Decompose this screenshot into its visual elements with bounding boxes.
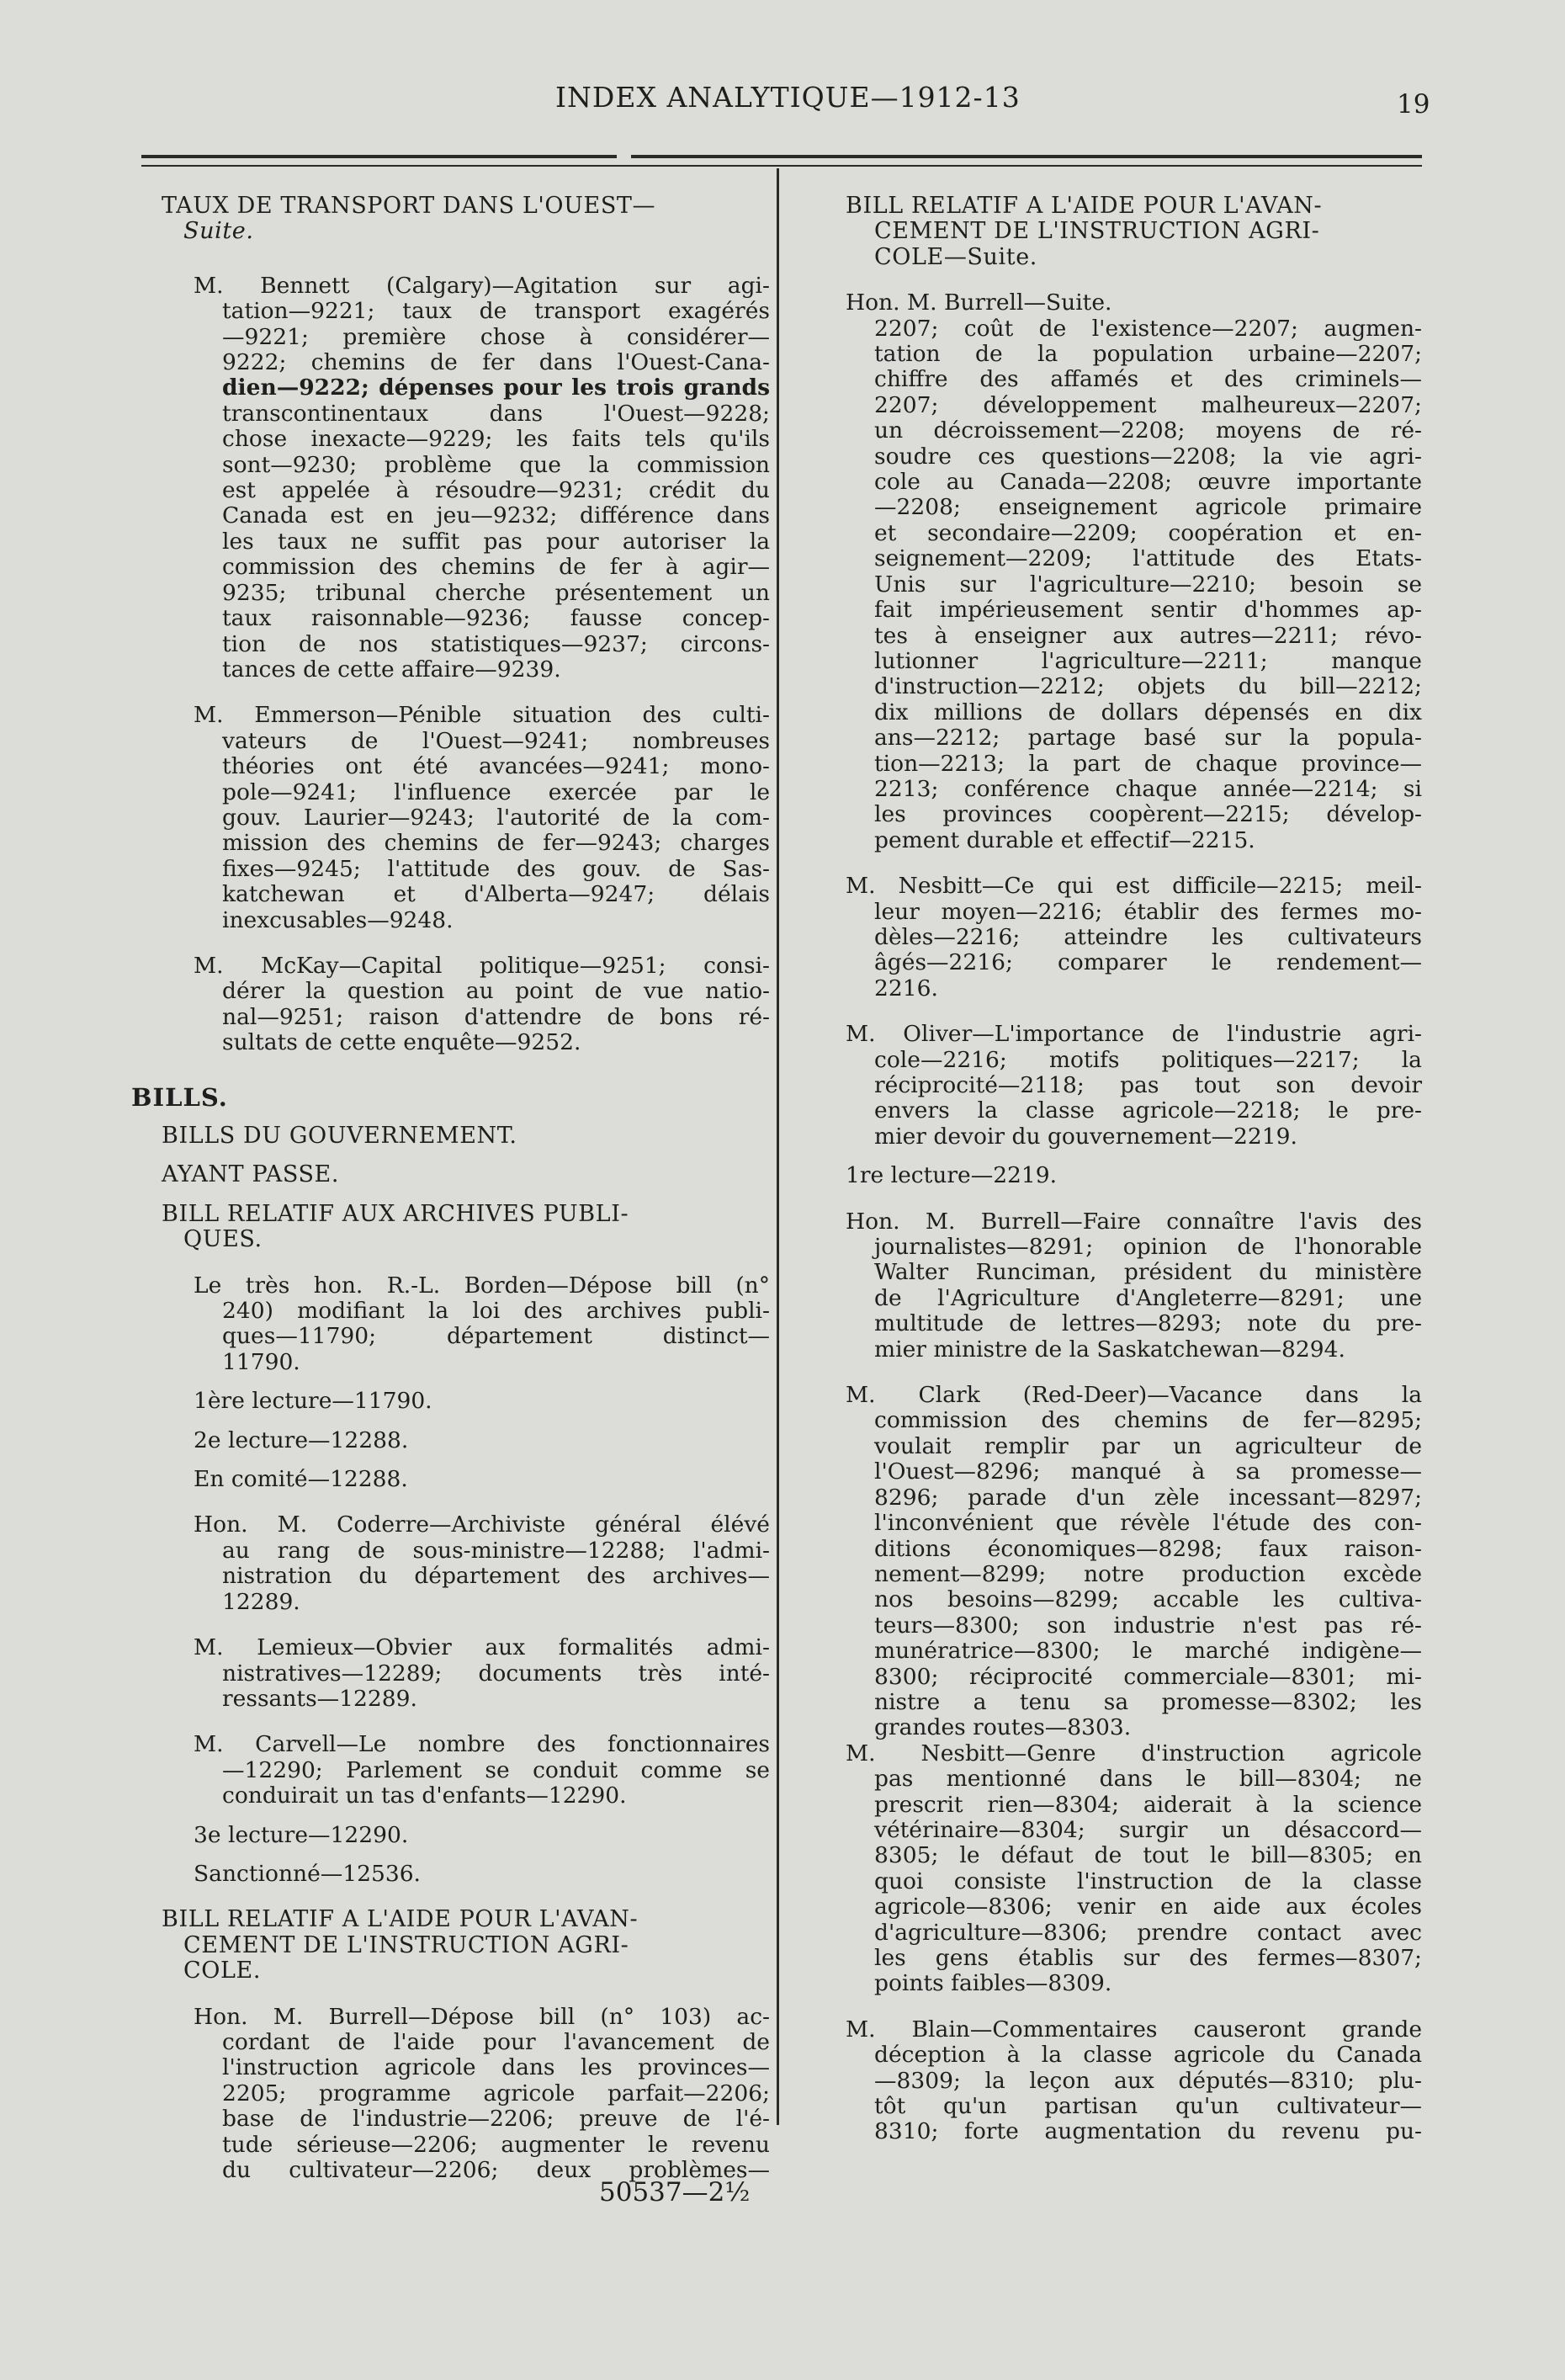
entry-borden xyxy=(135,1273,770,1376)
entry-line: M. Blain—Commentaires causeront grande xyxy=(846,2016,1422,2043)
header-rule-thick-left xyxy=(141,155,617,158)
entry-line: pement durable et effectif—2215. xyxy=(874,826,1255,853)
entry-line: cole—2216; motifs politiques—2217; la xyxy=(874,1046,1422,1073)
entry-label-burrell-suite: Hon. M. Burrell—Suite. xyxy=(846,290,1112,316)
bill-heading-archives: BILL RELATIF AUX ARCHIVES PUBLI- xyxy=(162,1200,629,1227)
entry-line: Le très hon. R.-L. Borden—Dépose bill (n° xyxy=(194,1272,770,1299)
entry-line: chose inexacte—9229; les faits tels qu'ils xyxy=(222,426,770,453)
entry-line: points faibles—8309. xyxy=(874,1970,1112,1997)
entry-line: au rang de sous-ministre—12288; l'admi- xyxy=(222,1537,770,1564)
entry-oliver xyxy=(846,1022,1422,1150)
entry-line: cordant de l'aide pour l'avancement de xyxy=(222,2028,770,2055)
entry-line: 8300; réciprocité commerciale—8301; mi- xyxy=(874,1663,1422,1690)
right-column xyxy=(846,194,1422,2145)
entry-line: commission des chemins de fer à agir— xyxy=(222,554,770,581)
entry-line: mier devoir du gouvernement—2219. xyxy=(874,1123,1297,1150)
entry-line: 8296; parade d'un zèle incessant—8297; xyxy=(874,1484,1422,1511)
entry-line: Unis sur l'agriculture—2210; besoin se xyxy=(874,571,1422,598)
entry-line: M. Nesbitt—Genre d'instruction agricole xyxy=(846,1740,1422,1766)
page-number: 19 xyxy=(1397,89,1430,120)
reading-second: 2e lecture—12288. xyxy=(194,1426,409,1453)
entry-line: —12290; Parlement se conduit comme se xyxy=(222,1756,770,1783)
entry-line: les taux ne suffit pas pour autoriser la xyxy=(222,528,770,555)
entry-line: nement—8299; notre production excède xyxy=(874,1560,1422,1587)
entry-line: voulait remplir par un agriculteur de xyxy=(874,1432,1422,1459)
entry-line: mission des chemins de fer—9243; charges xyxy=(222,830,770,857)
entry-line: et secondaire—2209; coopération et en- xyxy=(874,519,1422,546)
entry-line: M. Oliver—L'importance de l'industrie agri- xyxy=(846,1021,1422,1048)
bill-heading-agriculture-suite-cont: CEMENT DE L'INSTRUCTION AGRI- xyxy=(874,218,1320,245)
entry-line: commission des chemins de fer—8295; xyxy=(874,1407,1422,1434)
header-rule-thin xyxy=(141,165,1422,167)
entry-line: grandes routes—8303. xyxy=(874,1714,1132,1741)
entry-line: tation—9221; taux de transport exagérés xyxy=(222,298,770,325)
entry-line: Hon. M. Coderre—Archiviste général élévé xyxy=(194,1511,770,1538)
entry-line: soudre ces questions—2208; la vie agri- xyxy=(874,443,1422,470)
entry-line: —2208; enseignement agricole primaire xyxy=(874,494,1422,521)
entry-line: du cultivateur—2206; deux problèmes— xyxy=(222,2157,770,2183)
entry-line: tation de la population urbaine—2207; xyxy=(874,341,1422,368)
entry-line: 9222; chemins de fer dans l'Ouest-Cana- xyxy=(222,349,770,376)
entry-line: quoi consiste l'instruction de la classe xyxy=(874,1867,1422,1894)
section-heading-taux-suite: Suite. xyxy=(183,218,254,245)
entry-line: 8305; le défaut de tout le bill—8305; en xyxy=(874,1842,1422,1869)
entry-line: tôt qu'un partisan qu'un cultivateur— xyxy=(874,2093,1422,2120)
entry-line: sultats de cette enquête—9252. xyxy=(222,1029,581,1056)
left-column xyxy=(131,193,770,2183)
entry-line: M. Clark (Red-Deer)—Vacance dans la xyxy=(846,1382,1422,1409)
entry-line: lutionner l'agriculture—2211; manque xyxy=(874,647,1422,674)
bill-heading-agriculture: BILL RELATIF A L'AIDE POUR L'AVAN- xyxy=(162,1906,639,1933)
entry-burrell-2 xyxy=(846,1209,1422,1363)
bill-heading-agriculture-suite-cont: COLE—Suite. xyxy=(874,243,1037,270)
entry-line: fixes—9245; l'attitude des gouv. de Sas- xyxy=(222,855,770,882)
entry-line: fait impérieusement sentir d'hommes ap- xyxy=(874,597,1422,624)
printer-signature: 50537—2½ xyxy=(599,2177,751,2207)
entry-line: dérer la question au point de vue natio- xyxy=(222,978,770,1005)
entry-line: journalistes—8291; opinion de l'honorable xyxy=(874,1234,1422,1261)
entry-clark xyxy=(846,1383,1422,1741)
entry-line: base de l'industrie—2206; preuve de l'é- xyxy=(222,2106,770,2133)
entry-line: ressants—12289. xyxy=(222,1685,417,1712)
entry-line: 11790. xyxy=(222,1348,300,1375)
entry-line: 240) modifiant la loi des archives publi- xyxy=(222,1298,770,1325)
entry-line: tion—2213; la part de chaque province— xyxy=(874,750,1422,777)
entry-line: M. McKay—Capital politique—9251; consi- xyxy=(194,952,770,979)
entry-line: vateurs de l'Ouest—9241; nombreuses xyxy=(222,727,770,754)
entry-line: sont—9230; problème que la commission xyxy=(222,451,770,478)
section-title-bills: BILLS. xyxy=(131,1082,228,1112)
entry-line: tion de nos statistiques—9237; circons- xyxy=(222,630,770,657)
entry-line: un décroissement—2208; moyens de ré- xyxy=(874,417,1422,444)
entry-line: agricole—8306; venir en aide aux écoles xyxy=(874,1894,1422,1920)
entry-blain xyxy=(846,2017,1422,2145)
header-rule-thick-right xyxy=(631,155,1422,158)
reading-first-agri: 1re lecture—2219. xyxy=(846,1162,1058,1189)
entry-line: tances de cette affaire—9239. xyxy=(222,656,561,683)
entry-line: chiffre des affamés et des criminels— xyxy=(874,366,1422,393)
entry-line: prescrit rien—8304; aiderait à la science xyxy=(874,1791,1422,1818)
entry-line: ans—2212; partage basé sur la popula- xyxy=(874,725,1422,752)
entry-line: l'instruction agricole dans les provinces— xyxy=(222,2054,770,2081)
entry-line: munératrice—8300; le marché indigène— xyxy=(874,1638,1422,1665)
entry-line: conduirait un tas d'enfants—12290. xyxy=(222,1782,627,1809)
reading-committee: En comité—12288. xyxy=(194,1466,408,1493)
entry-line: les provinces coopèrent—2215; dévelop- xyxy=(874,801,1422,828)
entry-line: leur moyen—2216; établir des fermes mo- xyxy=(874,898,1422,925)
entry-line: envers la classe agricole—2218; le pre- xyxy=(874,1097,1422,1124)
entry-line: d'agriculture—8306; prendre contact avec xyxy=(874,1919,1422,1946)
bill-heading-agriculture-cont: CEMENT DE L'INSTRUCTION AGRI- xyxy=(183,1931,629,1958)
entry-line: 2207; coût de l'existence—2207; augmen- xyxy=(874,315,1422,342)
entry-line: dèles—2216; atteindre les cultivateurs xyxy=(874,923,1422,950)
entry-nesbitt-2 xyxy=(846,1741,1422,1997)
subsection-ayant-passe: AYANT PASSE. xyxy=(162,1161,340,1188)
entry-line: cole au Canada—2208; œuvre importante xyxy=(874,469,1422,496)
entry-line: 2207; développement malheureux—2207; xyxy=(874,391,1422,418)
entry-line: 9235; tribunal cherche présentement un xyxy=(222,579,770,606)
page-header xyxy=(0,81,1565,131)
entry-line: katchewan et d'Alberta—9247; délais xyxy=(222,881,770,908)
entry-line: d'instruction—2212; objets du bill—2212; xyxy=(874,673,1422,700)
entry-line: l'inconvénient que révèle l'étude des con- xyxy=(874,1510,1422,1537)
reading-sanctioned: Sanctionné—12536. xyxy=(194,1860,421,1887)
entry-bennett xyxy=(135,274,770,683)
entry-burrell xyxy=(135,2005,770,2184)
entry-line: tes à enseigner aux autres—2211; révo- xyxy=(874,622,1422,649)
reading-third: 3e lecture—12290. xyxy=(194,1821,409,1848)
entry-line: théories ont été avancées—9241; mono- xyxy=(222,753,770,780)
entry-line: inexcusables—9248. xyxy=(222,906,454,933)
entry-coderre xyxy=(135,1512,770,1615)
entry-line: transcontinentaux dans l'Ouest—9228; xyxy=(222,400,770,427)
entry-line: 12289. xyxy=(222,1588,300,1615)
entry-line: —9221; première chose à considérer— xyxy=(222,323,770,350)
entry-line: seignement—2209; l'attitude des Etats- xyxy=(874,545,1422,572)
entry-line: 2213; conférence chaque année—2214; si xyxy=(874,775,1422,802)
entry-line: les gens établis sur des fermes—8307; xyxy=(874,1945,1422,1971)
entry-line: nistratives—12289; documents très inté- xyxy=(222,1660,770,1687)
entry-line: pas mentionné dans le bill—8304; ne xyxy=(874,1766,1422,1793)
entry-line: teurs—8300; son industrie n'est pas ré- xyxy=(874,1612,1422,1639)
entry-line: pole—9241; l'influence exercée par le xyxy=(222,778,770,805)
entry-line: Walter Runciman, président du ministère xyxy=(874,1259,1422,1286)
reading-first: 1ère lecture—11790. xyxy=(194,1388,432,1415)
column-divider xyxy=(777,168,779,2125)
entry-line: nal—9251; raison d'attendre de bons ré- xyxy=(222,1003,770,1030)
entry-line: 2216. xyxy=(874,975,938,1001)
entry-line: âgés—2216; comparer le rendement— xyxy=(874,949,1422,976)
entry-line: nos besoins—8299; accable les cultiva- xyxy=(874,1586,1422,1613)
entry-line: M. Bennett (Calgary)—Agitation sur agi- xyxy=(194,272,770,299)
entry-line: Hon. M. Burrell—Dépose bill (n° 103) ac- xyxy=(194,2003,770,2030)
bill-heading-archives-cont: QUES. xyxy=(183,1226,263,1253)
entry-line: —8309; la leçon aux députés—8310; plu- xyxy=(874,2067,1422,2094)
entry-line: l'Ouest—8296; manqué à sa promesse— xyxy=(874,1458,1422,1485)
entry-line: est appelée à résoudre—9231; crédit du xyxy=(222,477,770,504)
entry-line: 2205; programme agricole parfait—2206; xyxy=(222,2080,770,2106)
entry-line: M. Carvell—Le nombre des fonctionnaires xyxy=(194,1731,770,1758)
entry-line: ques—11790; département distinct— xyxy=(222,1323,770,1350)
entry-line: M. Lemieux—Obvier aux formalités admi- xyxy=(194,1634,770,1661)
entry-line: dix millions de dollars dépensés en dix xyxy=(874,699,1422,725)
entry-line: vétérinaire—8304; surgir un désaccord— xyxy=(874,1816,1422,1843)
entry-lemieux xyxy=(135,1635,770,1712)
running-title: INDEX ANALYTIQUE—1912-13 xyxy=(555,81,1021,114)
bill-heading-agriculture-suite: BILL RELATIF A L'AIDE POUR L'AVAN- xyxy=(846,193,1323,219)
entry-mckay xyxy=(135,954,770,1056)
entry-line: 8310; forte augmentation du revenu pu- xyxy=(874,2118,1422,2145)
entry-burrell-suite xyxy=(846,316,1422,854)
entry-line: réciprocité—2118; pas tout son devoir xyxy=(874,1072,1422,1098)
entry-line: ditions économiques—8298; faux raison- xyxy=(874,1535,1422,1562)
entry-line: mier ministre de la Saskatchewan—8294. xyxy=(874,1336,1345,1363)
section-heading-taux: TAUX DE TRANSPORT DANS L'OUEST— xyxy=(162,193,656,219)
entry-line: déception à la classe agricole du Canada xyxy=(874,2042,1422,2069)
entry-line: tude sérieuse—2206; augmenter le revenu xyxy=(222,2131,770,2158)
entry-nesbitt xyxy=(846,874,1422,1001)
entry-emmerson xyxy=(135,703,770,933)
subsection-bills-gouvernement: BILLS DU GOUVERNEMENT. xyxy=(162,1123,517,1149)
bill-heading-agriculture-cont: COLE. xyxy=(183,1958,262,1984)
entry-carvell xyxy=(135,1732,770,1809)
entry-line: nistre a tenu sa promesse—8302; les xyxy=(874,1688,1422,1715)
entry-line: M. Emmerson—Pénible situation des culti- xyxy=(194,702,770,729)
entry-line: M. Nesbitt—Ce qui est difficile—2215; meil- xyxy=(846,873,1422,900)
entry-line: de l'Agriculture d'Angleterre—8291; une xyxy=(874,1284,1422,1311)
entry-line: Hon. M. Burrell—Faire connaître l'avis des xyxy=(846,1208,1422,1235)
entry-line: multitude de lettres—8293; note du pre- xyxy=(874,1310,1422,1337)
entry-line: gouv. Laurier—9243; l'autorité de la com- xyxy=(222,804,770,831)
entry-line: taux raisonnable—9236; fausse concep- xyxy=(222,605,770,632)
entry-line: dien—9222; dépenses pour les trois grands xyxy=(222,375,770,401)
entry-line: Canada est en jeu—9232; différence dans xyxy=(222,502,770,529)
entry-line: nistration du département des archives— xyxy=(222,1563,770,1590)
